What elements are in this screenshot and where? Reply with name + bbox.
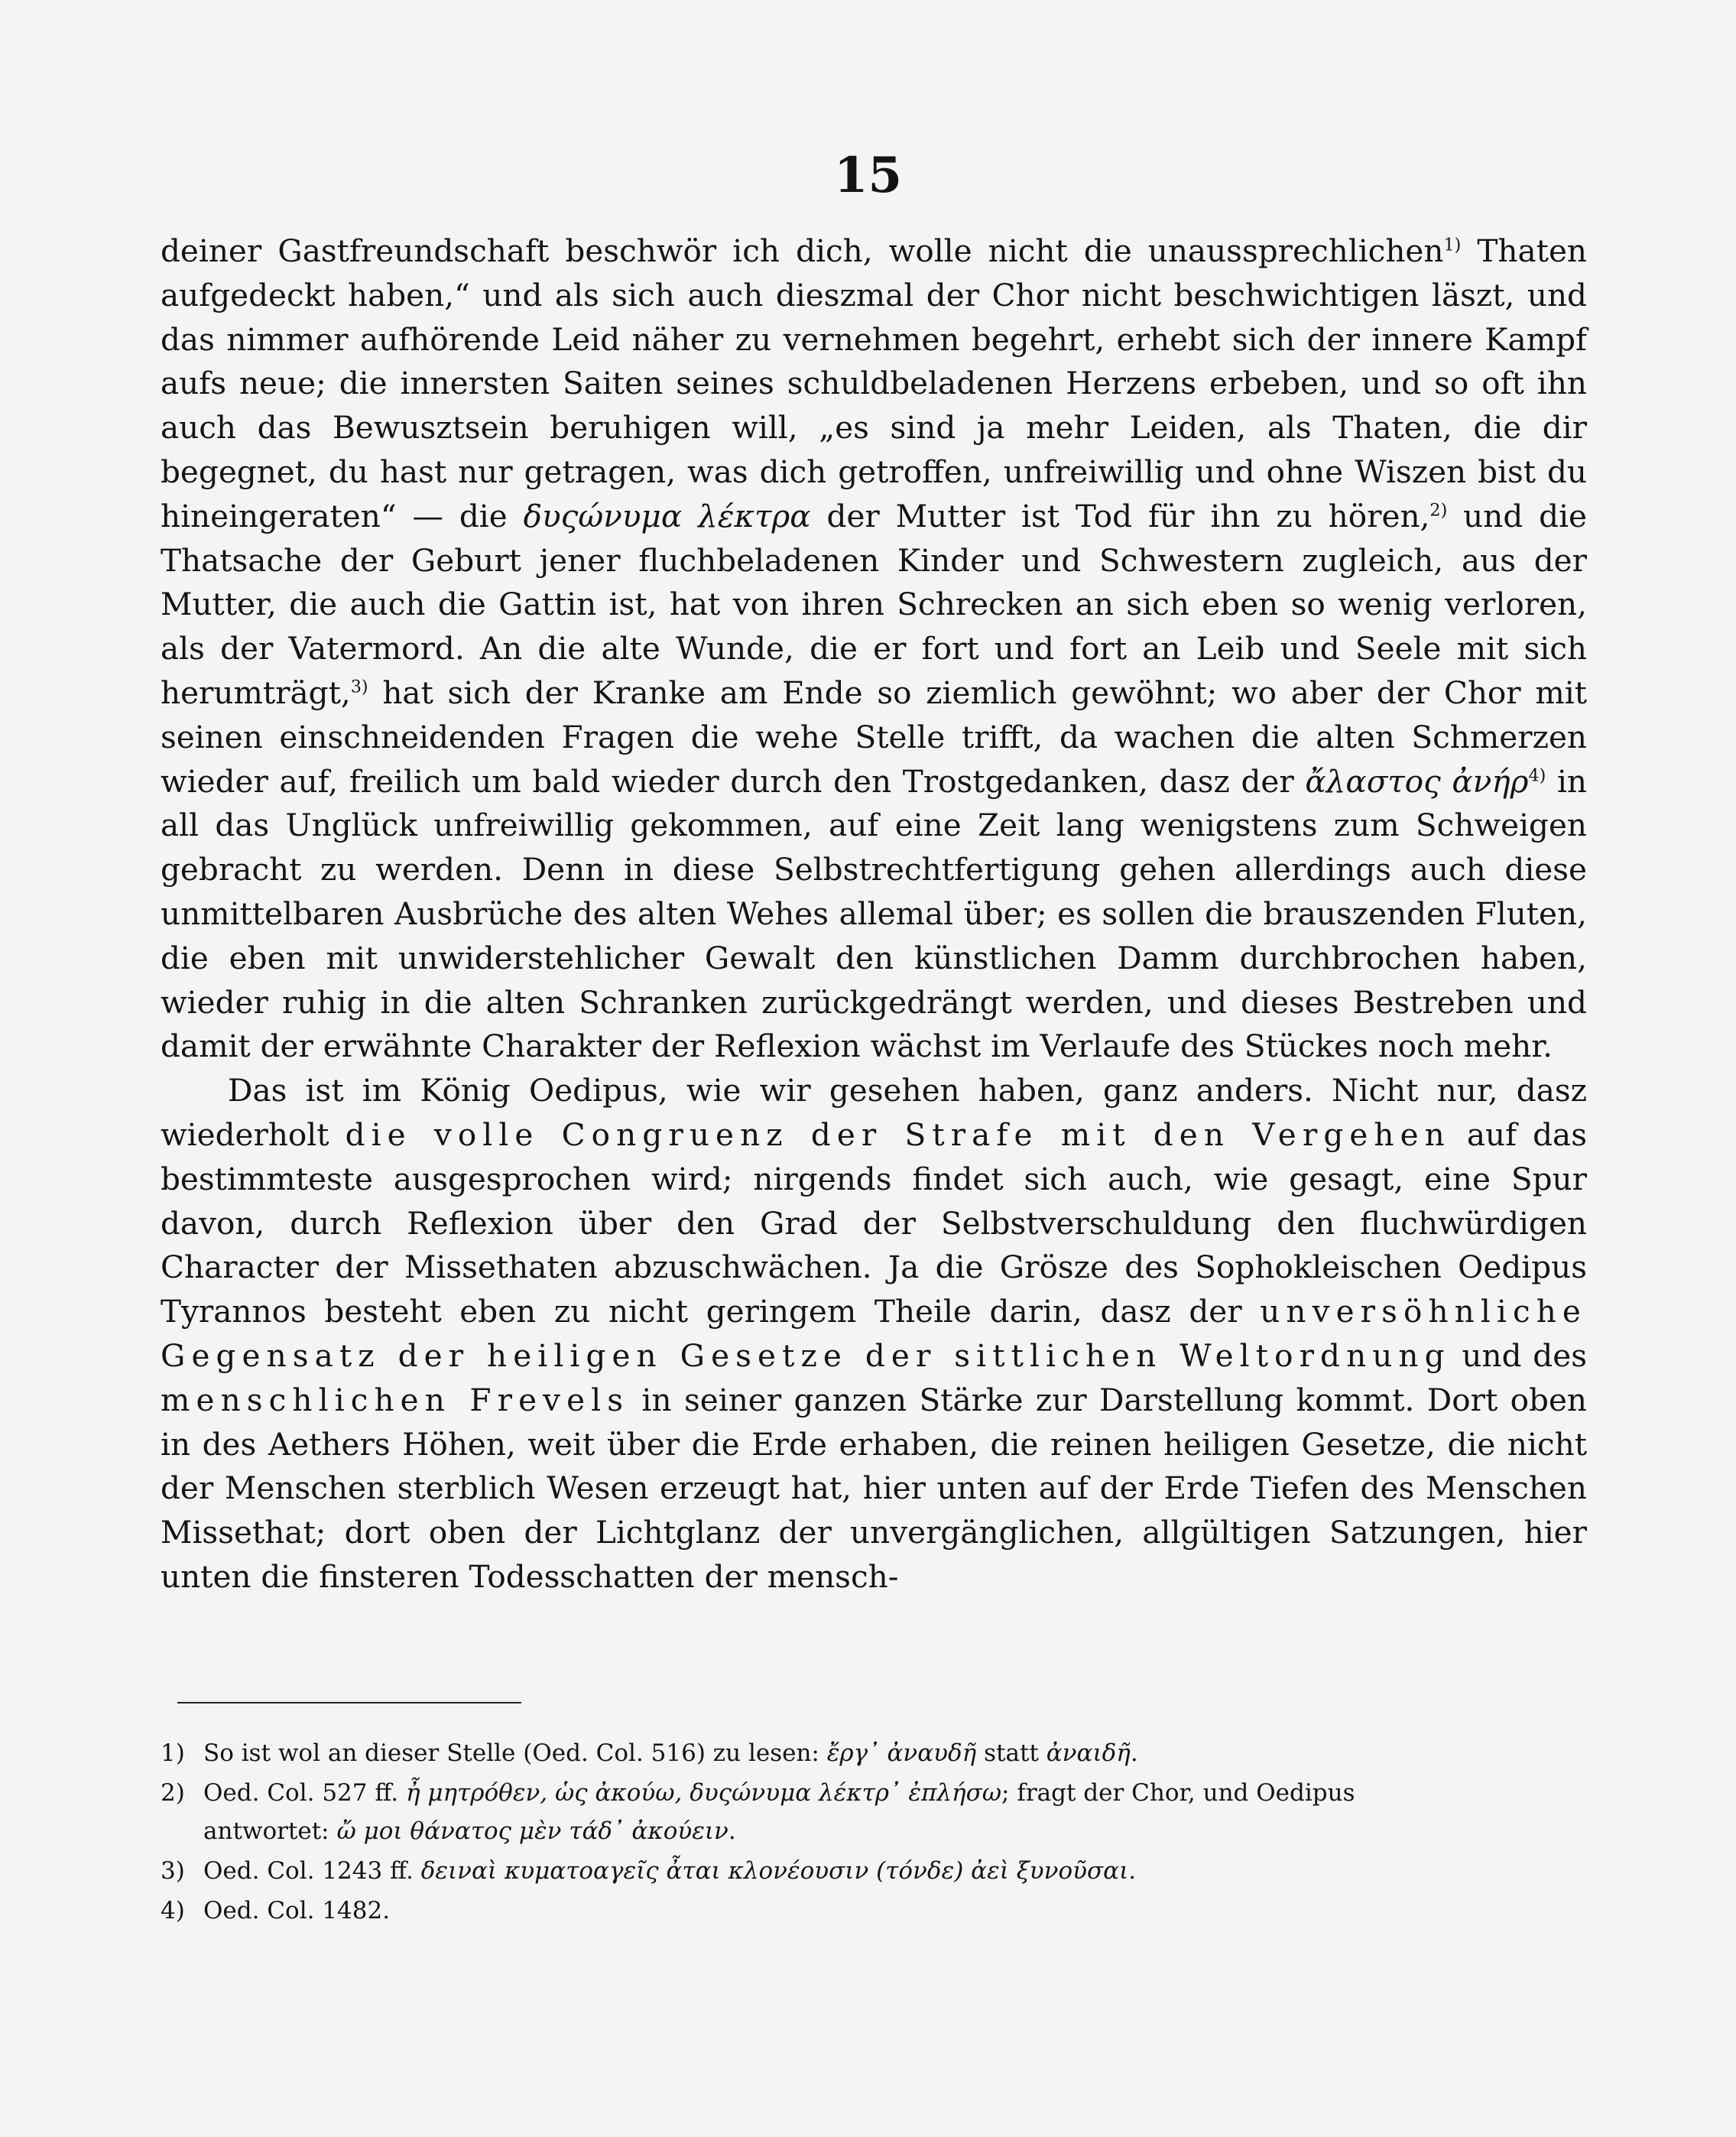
spaced-emphasis: die volle Congruenz der Strafe mit den Vergehen <box>345 1116 1451 1153</box>
greek-text: δυςώνυμα λέκτρα <box>523 497 811 534</box>
footnote-2 <box>161 1774 1587 1850</box>
footnote-4 <box>161 1892 1587 1930</box>
footnote-reference: 4) <box>1528 765 1546 786</box>
footnote-continuation: antwortet: ὤ μοι θάνατος μὲν τάδ᾽ ἀκούειν. <box>203 1817 736 1845</box>
footnotes <box>161 1734 1587 1931</box>
footnote-text: So ist wol an dieser Stelle (Oed. Col. 516) zu lesen: ἔργ᾽ ἀναυδῆ statt ἀναιδῆ. <box>203 1739 1138 1767</box>
greek-text: ὤ μοι θάνατος μὲν τάδ᾽ ἀκούειν <box>336 1817 728 1845</box>
greek-text: ἄλαστος ἀνήρ <box>1305 762 1529 800</box>
footnote-marker: 1) <box>161 1739 185 1767</box>
footnote-reference: 2) <box>1429 500 1448 521</box>
footnote-separator <box>177 1702 521 1703</box>
paragraph-1: deiner Gastfreundschaft beschwör ich dich, wolle nicht die unaussprechlichen$^{1)}$ Thaten aufgedeckt haben,“ und als sich auch dieszmal der Chor nicht beschwichtigen läszt, und das nimmer aufhörende Leid näher zu vernehmen begehrt, erhebt sich der innere Kampf aufs neue; die innersten Saiten seines schuldbeladenen Herzens erbeben, und so oft ihn auch das Bewusztsein beruhigen will, „es sind ja mehr Leiden, als Thaten, die dir begegnet, du hast nur getragen, was dich getroffen, unfreiwillig und ohne Wiszen bist du hineingeraten“ — die δυςώνυμα λέκτρα der Mutter ist Tod für ihn zu hören,$^{2)}$ und die Thatsache der Geburt jener fluchbeladenen Kinder und Schwestern zugleich, aus der Mutter, die auch die Gattin ist, hat von ihren Schrecken an sich eben so wenig verloren, als der Vatermord. An die alte Wunde, die er fort und fort an Leib und Seele mit sich herumträgt,$^{3)}$ hat sich der Kranke am Ende so ziemlich gewöhnt; wo aber der Chor mit seinen einschneidenden Fragen die wehe Stelle trifft, da wachen die alten Schmerzen wieder auf, freilich um bald wieder durch den Trostgedanken, dasz der ἄλαστος ἀνήρ$^{4)}$ in all das Unglück unfreiwillig gekommen, auf eine Zeit lang wenigstens zum Schweigen gebracht zu werden. Denn in diese Selbstrechtfertigung gehen allerdings auch diese unmittelbaren Ausbrüche des alten Wehes allemal über; es sollen die brauszenden Fluten, die eben mit unwiderstehlicher Gewalt den künstlichen Damm durchbrochen haben, wieder ruhig in die alten Schranken zurückgedrängt werden, und dieses Bestreben und damit der erwähnte Charakter der Reflexion wächst im Verlaufe des Stückes noch mehr. <box>161 232 1587 1065</box>
greek-text: ἀναιδῆ <box>1046 1739 1131 1767</box>
main-text <box>161 229 1587 1600</box>
footnote-reference: 1) <box>1443 235 1462 255</box>
footnote-marker: 3) <box>161 1857 185 1885</box>
footnote-marker: 2) <box>161 1779 185 1807</box>
greek-text: δειναὶ κυματοαγεῖς ἆται κλονέουσιν (τόνδε) ἀεὶ ξυνοῦσαι <box>420 1857 1129 1885</box>
paragraph-2: Das ist im König Oedipus, wie wir gesehen haben, ganz anders. Nicht nur, dasz wiederholt die volle Congruenz der Strafe mit den Vergehen auf das bestimmteste ausgesprochen wird; nirgends findet sich auch, wie gesagt, eine Spur davon, durch Reflexion über den Grad der Selbstverschuldung den fluchwürdigen Character der Missethaten abzuschwächen. Ja die Grösze des Sophokleischen Oedipus Tyrannos besteht eben zu nicht geringem Theile darin, dasz der unversöhnliche Gegensatz der heiligen Gesetze der sittlichen Weltordnung und des menschlichen Frevels in seiner ganzen Stärke zur Darstellung kommt. Dort oben in des Aethers Höhen, weit über die Erde erhaben, die reinen heiligen Gesetze, die nicht der Menschen sterblich Wesen erzeugt hat, hier unten auf der Erde Tiefen des Menschen Missethat; dort oben der Lichtglanz der unvergänglichen, allgültigen Satzungen, hier unten die finsteren Todesschatten der mensch- <box>161 1072 1587 1595</box>
greek-text: ἦ μητρόθεν, ὡς ἀκούω, δυςώνυμα λέκτρ᾽ ἐπλήσω <box>405 1779 1002 1807</box>
spaced-emphasis: menschlichen Frevels <box>161 1381 630 1418</box>
page-number: 15 <box>833 147 903 204</box>
footnote-1 <box>161 1734 1587 1772</box>
greek-text: ἔργ᾽ ἀναυδῆ <box>826 1739 977 1767</box>
footnote-text: Oed. Col. 527 ff. ἦ μητρόθεν, ὡς ἀκούω, δυςώνυμα λέκτρ᾽ ἐπλήσω; fragt der Chor, und Oedipus <box>203 1779 1355 1807</box>
spaced-emphasis: unversöhnliche Gegensatz der heiligen Gesetze der sittlichen Weltordnung <box>161 1293 1587 1374</box>
footnote-marker: 4) <box>161 1897 185 1924</box>
footnote-reference: 3) <box>350 677 368 697</box>
footnote-text: Oed. Col. 1243 ff. δειναὶ κυματοαγεῖς ἆται κλονέουσιν (τόνδε) ἀεὶ ξυνοῦσαι. <box>203 1857 1137 1885</box>
footnote-3 <box>161 1852 1587 1890</box>
footnote-text: Oed. Col. 1482. <box>203 1897 391 1924</box>
